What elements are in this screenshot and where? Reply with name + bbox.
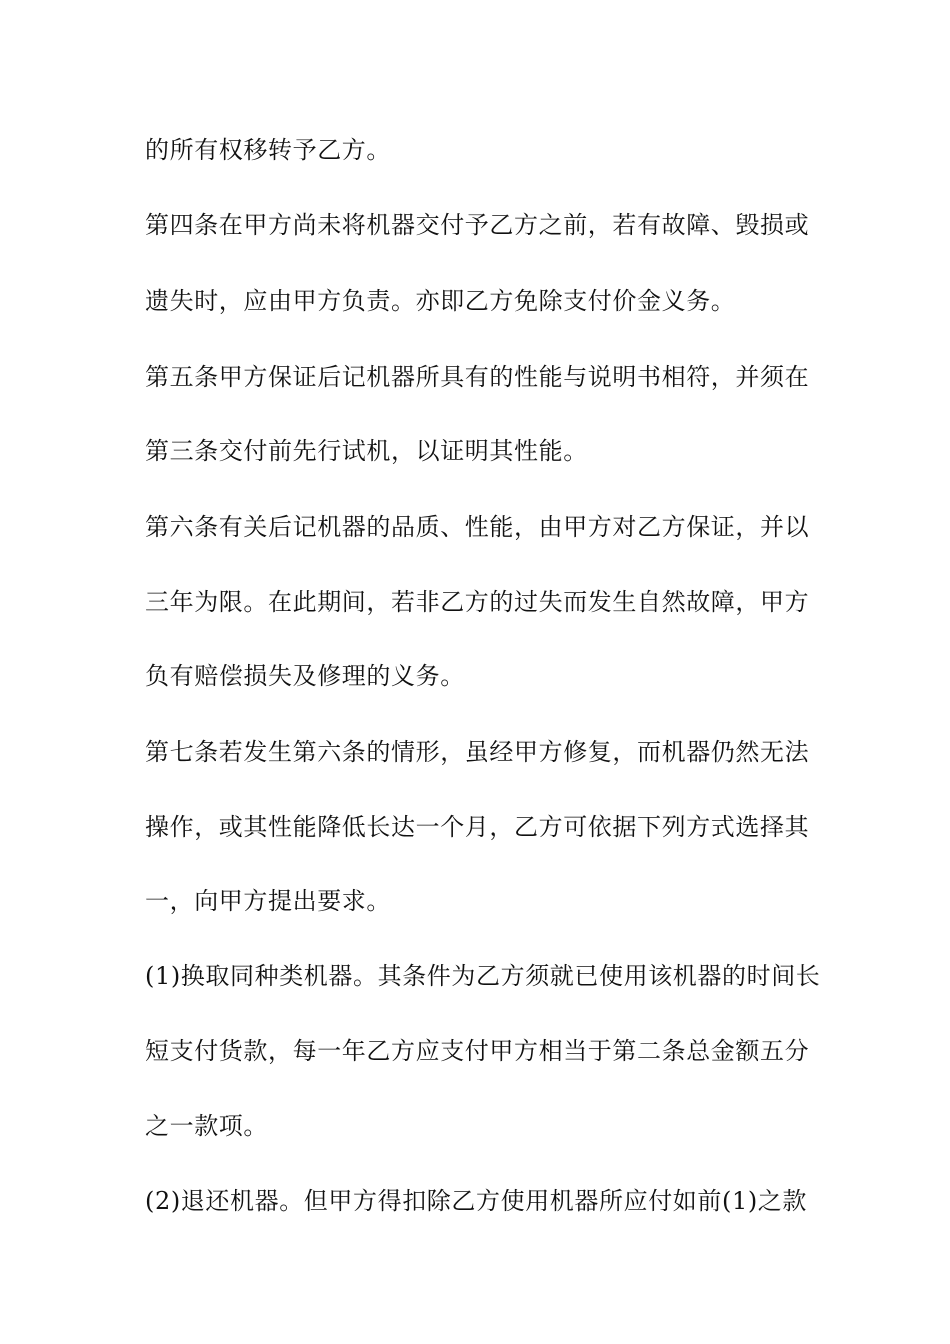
text-line: 第三条交付前先行试机，以证明其性能。 bbox=[145, 437, 588, 465]
text-line: 一，向甲方提出要求。 bbox=[145, 887, 391, 915]
text-line: (2)退还机器。但甲方得扣除乙方使用机器所应付如前(1)之款 bbox=[145, 1187, 807, 1215]
text-line: 三年为限。在此期间，若非乙方的过失而发生自然故障，甲方 bbox=[145, 588, 810, 616]
text-line: 的所有权移转予乙方。 bbox=[145, 136, 391, 164]
text-line: 第六条有关后记机器的品质、性能，由甲方对乙方保证，并以 bbox=[145, 513, 810, 541]
text-line: (1)换取同种类机器。其条件为乙方须就已使用该机器的时间长 bbox=[145, 962, 821, 990]
text-line: 第四条在甲方尚未将机器交付予乙方之前，若有故障、毁损或 bbox=[145, 211, 810, 239]
text-line: 负有赔偿损失及修理的义务。 bbox=[145, 662, 465, 690]
text-line: 第五条甲方保证后记机器所具有的性能与说明书相符，并须在 bbox=[145, 363, 810, 391]
text-line: 第七条若发生第六条的情形，虽经甲方修复，而机器仍然无法 bbox=[145, 738, 810, 766]
text-line: 之一款项。 bbox=[145, 1112, 268, 1140]
text-line: 操作，或其性能降低长达一个月，乙方可依据下列方式选择其 bbox=[145, 813, 810, 841]
text-line: 遗失时，应由甲方负责。亦即乙方免除支付价金义务。 bbox=[145, 287, 736, 315]
text-line: 短支付货款，每一年乙方应支付甲方相当于第二条总金额五分 bbox=[145, 1037, 810, 1065]
